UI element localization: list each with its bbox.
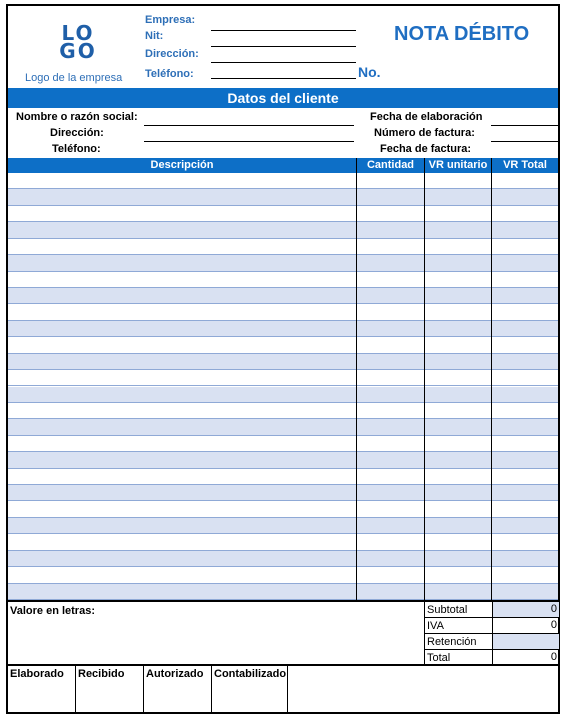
issue-date-line[interactable] [491, 125, 558, 126]
subtotal-label: Subtotal [427, 604, 468, 616]
client-name-label: Nombre o razón social: [16, 111, 138, 123]
document-title: NOTA DÉBITO [394, 23, 530, 45]
subtotal-row [425, 602, 559, 618]
retention-value[interactable] [492, 634, 559, 649]
client-phone-label: Teléfono: [52, 143, 101, 155]
client-address-line[interactable] [144, 141, 354, 142]
items-table-body [8, 173, 558, 600]
form-header [8, 6, 558, 88]
nit-label: Nit: [145, 30, 164, 42]
table-row[interactable] [8, 272, 558, 288]
table-row[interactable] [8, 304, 558, 320]
total-value[interactable]: 0 [492, 650, 559, 665]
logo-text-top: LO [61, 21, 95, 45]
client-section [8, 108, 558, 158]
iva-label: IVA [427, 620, 444, 632]
col-description: Descripción [150, 159, 214, 171]
company-address-label: Dirección: [145, 48, 199, 60]
debit-note-form [6, 4, 560, 714]
col-quantity: Cantidad [356, 158, 424, 173]
company-address-line[interactable] [211, 62, 356, 63]
col-divider [424, 158, 425, 600]
table-row[interactable] [8, 469, 558, 485]
accounted-by-cell[interactable]: Contabilizado [212, 666, 288, 714]
table-row[interactable] [8, 534, 558, 550]
company-logo [56, 21, 100, 64]
table-row[interactable] [8, 354, 558, 370]
logo-caption: Logo de la empresa [25, 72, 123, 84]
table-row[interactable] [8, 321, 558, 337]
table-row[interactable] [8, 206, 558, 222]
company-line[interactable] [211, 30, 356, 31]
table-row[interactable] [8, 403, 558, 419]
client-section-title: Datos del cliente [8, 88, 558, 108]
table-row[interactable] [8, 222, 558, 238]
invoice-number-line[interactable] [491, 141, 558, 142]
table-row[interactable] [8, 239, 558, 255]
company-phone-line[interactable] [211, 78, 356, 79]
col-total-value: VR Total [491, 158, 558, 173]
table-row[interactable] [8, 189, 558, 205]
amount-in-words-label: Valore en letras: [10, 605, 95, 617]
table-row[interactable] [8, 518, 558, 534]
table-row[interactable] [8, 584, 558, 600]
table-row[interactable] [8, 501, 558, 517]
col-divider [356, 158, 357, 600]
table-row[interactable] [8, 387, 558, 403]
document-number-label: No. [358, 64, 381, 80]
items-table-header [8, 158, 558, 173]
issue-date-label: Fecha de elaboración [370, 111, 483, 123]
invoice-date-label: Fecha de factura: [380, 143, 472, 155]
totals-section [8, 600, 558, 664]
signatures-section [8, 664, 558, 712]
table-row[interactable] [8, 255, 558, 271]
company-label: Empresa: [145, 14, 196, 26]
table-row[interactable] [8, 567, 558, 583]
iva-row [425, 618, 559, 634]
col-divider [491, 158, 492, 600]
authorized-by-cell[interactable]: Autorizado [144, 666, 212, 714]
invoice-number-label: Número de factura: [374, 127, 475, 139]
received-by-cell[interactable]: Recibido [76, 666, 144, 714]
total-label: Total [427, 652, 451, 664]
table-row[interactable] [8, 337, 558, 353]
retention-row [425, 634, 559, 650]
table-row[interactable] [8, 436, 558, 452]
totals-box [424, 602, 558, 666]
client-name-line[interactable] [144, 125, 354, 126]
prepared-by-cell[interactable]: Elaborado [8, 666, 76, 714]
iva-value[interactable]: 0 [492, 618, 559, 633]
retention-label: Retención [427, 636, 477, 648]
table-row[interactable] [8, 419, 558, 435]
nit-line[interactable] [211, 46, 356, 47]
client-address-label: Dirección: [50, 127, 104, 139]
table-row[interactable] [8, 551, 558, 567]
logo-text-bottom: GO [59, 39, 97, 63]
table-row[interactable] [8, 288, 558, 304]
table-row[interactable] [8, 452, 558, 468]
col-unit-value: VR unitario [424, 158, 491, 173]
table-row[interactable] [8, 173, 558, 189]
table-row[interactable] [8, 370, 558, 386]
subtotal-value[interactable]: 0 [492, 602, 559, 617]
table-row[interactable] [8, 485, 558, 501]
company-phone-label: Teléfono: [145, 68, 194, 80]
